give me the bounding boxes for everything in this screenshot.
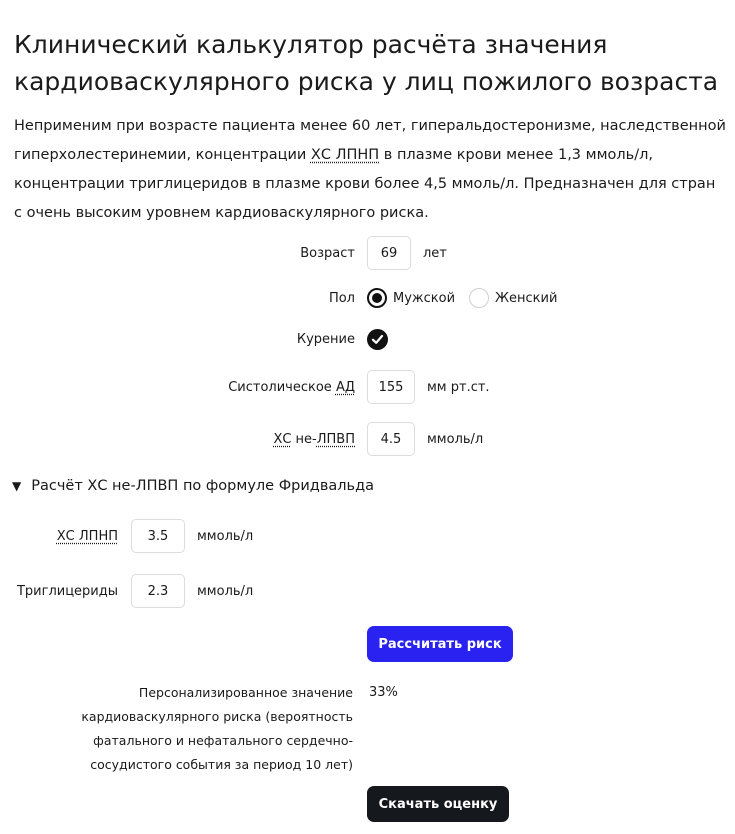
sex-female-radio[interactable]: [469, 288, 489, 308]
radio-dot: [372, 293, 382, 303]
nonhdl-input[interactable]: [367, 422, 415, 456]
friedewald-summary-label: Расчёт ХС не-ЛПВП по формуле Фридвальда: [31, 478, 374, 494]
sex-male-radio[interactable]: [367, 288, 387, 308]
page-title: Клинический калькулятор расчёта значения кардиоваскулярного риска у лиц пожилого возраста: [14, 30, 719, 96]
result-value: 33%: [369, 685, 398, 700]
check-icon: [371, 333, 384, 346]
sbp-label-text: Систолическое: [228, 379, 336, 395]
sbp-label: [0, 380, 355, 395]
sex-label: Пол: [328, 290, 355, 306]
ldl-row: [0, 519, 253, 553]
ldl-label-abbr: ХС ЛПНП: [56, 528, 118, 544]
description-part1: Неприменим при возрасте пациента менее 60 лет, гиперальдостеронизме, наследственной гиперхолестеринемии, концентрации: [14, 118, 726, 163]
sbp-unit: мм рт.ст.: [427, 379, 490, 395]
download-assessment-button[interactable]: Скачать оценку: [367, 786, 509, 822]
nonhdl-abbr2: ЛПВП: [316, 431, 355, 447]
age-row: [0, 236, 447, 270]
nonhdl-abbr: ХС: [273, 431, 292, 447]
age-input[interactable]: [367, 236, 411, 270]
nonhdl-unit: ммоль/л: [427, 431, 484, 447]
sbp-abbr: АД: [335, 379, 355, 395]
nonhdl-label: [0, 432, 355, 447]
smoking-checkbox[interactable]: [367, 329, 388, 350]
tg-input[interactable]: [131, 574, 185, 608]
description: [14, 112, 726, 228]
calculate-risk-button[interactable]: Рассчитать риск: [367, 626, 513, 662]
tg-label: Триглицериды: [16, 583, 118, 599]
triangle-down-icon: ▼: [12, 479, 22, 493]
tg-unit: ммоль/л: [197, 583, 254, 599]
sbp-row: [0, 370, 490, 404]
friedewald-summary[interactable]: [12, 478, 374, 494]
smoking-label: Курение: [296, 332, 355, 347]
sex-male-label[interactable]: Мужской: [393, 290, 456, 306]
tg-row: [0, 574, 253, 608]
age-label: Возраст: [300, 245, 355, 261]
sex-row: [0, 288, 557, 308]
ldl-unit: ммоль/л: [197, 528, 254, 544]
ldl-label: [0, 529, 118, 544]
age-unit: лет: [423, 245, 447, 261]
nonhdl-row: [0, 422, 483, 456]
ldl-abbr: ХС ЛПНП: [310, 147, 380, 163]
result-label: Персонализированное значение кардиоваскулярного риска (вероятность фатального и нефатального сердечно-сосудистого события за период 10 лет): [81, 685, 353, 772]
ldl-input[interactable]: [131, 519, 185, 553]
sex-female-label[interactable]: Женский: [495, 290, 558, 306]
smoking-row: [0, 329, 388, 350]
nonhdl-label-rest: не-: [291, 431, 317, 447]
description-part2: в плазме крови менее 1,3 ммоль/л, концентрации триглицеридов в плазме крови более 4,5 ммоль/л. Предназначен для стран с очень высоким уровнем кардиоваскулярного риска.: [14, 147, 716, 221]
sbp-input[interactable]: [367, 370, 415, 404]
